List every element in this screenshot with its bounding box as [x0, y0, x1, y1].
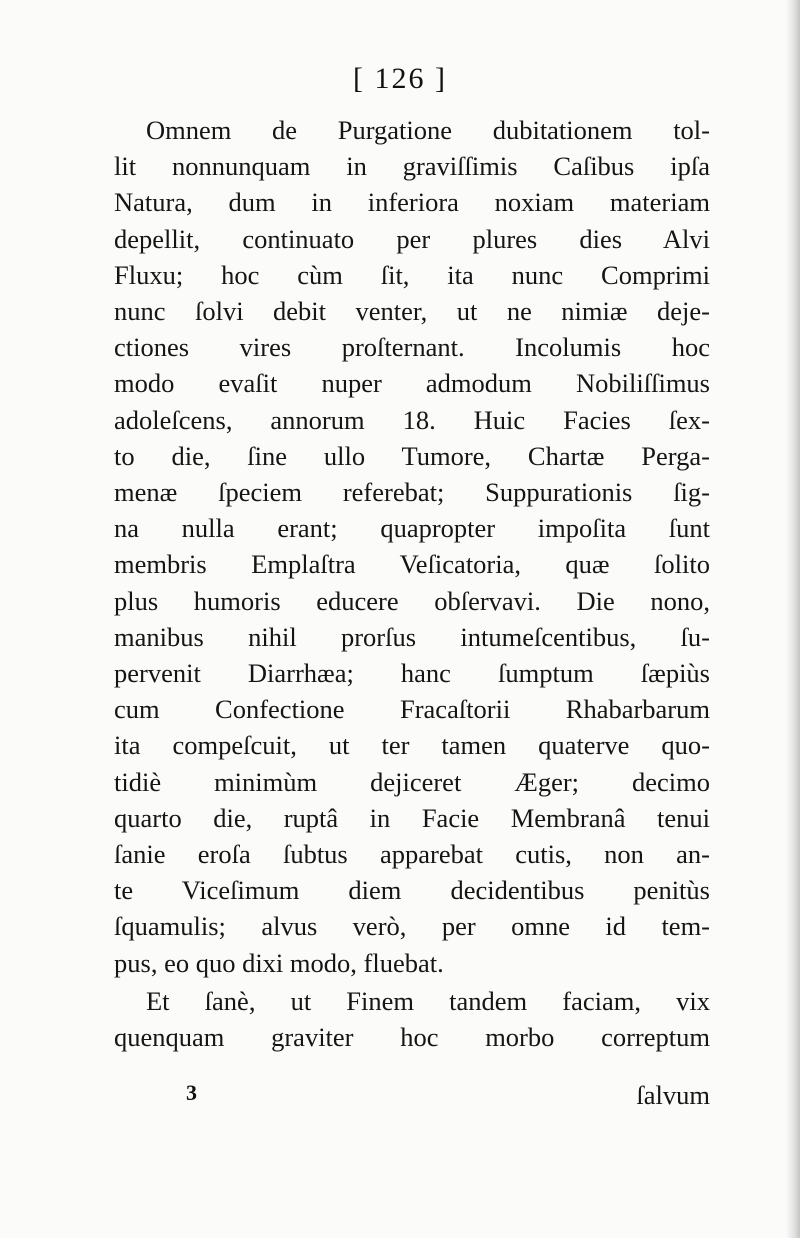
- paragraph: [114, 112, 710, 981]
- text-line: ſquamulis; alvus verò, per omne id tem-: [114, 911, 710, 942]
- text-line: ita compeſcuit, ut ter tamen quaterve quo-: [114, 730, 710, 761]
- text-line: pervenit Diarrhæa; hanc ſumptum ſæpiùs: [114, 658, 710, 689]
- text-line: Fluxu; hoc cùm ſit, ita nunc Comprimi: [114, 259, 710, 290]
- text-line: menæ ſpeciem referebat; Suppurationis ſig-: [114, 477, 710, 508]
- text-line: to die, ſine ullo Tumore, Chartæ Perga-: [114, 440, 710, 471]
- text-line: te Viceſimum diem decidentibus penitùs: [114, 875, 710, 906]
- text-line: depellit, continuato per plures dies Alvi: [114, 223, 710, 254]
- text-line: quarto die, ruptâ in Facie Membranâ tenui: [114, 802, 710, 833]
- text-line: tidiè minimùm dejiceret Æger; decimo: [114, 766, 710, 797]
- text-line: membris Emplaſtra Veſicatoria, quæ ſolito: [114, 549, 710, 580]
- text-line: na nulla erant; quapropter impoſita ſunt: [114, 513, 710, 544]
- catchword: ſalvum: [636, 1080, 710, 1110]
- text-line: modo evaſit nuper admodum Nobiliſſimus: [114, 368, 710, 399]
- text-line: nunc ſolvi debit venter, ut ne nimiæ deje-: [114, 296, 710, 327]
- page-edge-shadow: [786, 0, 800, 1238]
- text-line: manibus nihil prorſus intumeſcentibus, ſu-: [114, 621, 710, 652]
- text-line: Natura, dum in inferiora noxiam materiam: [114, 187, 710, 218]
- page-footer: [114, 1080, 710, 1120]
- text-line: quenquam graviter hoc morbo correptum: [114, 1022, 710, 1053]
- page-number: [ 126 ]: [353, 62, 447, 95]
- text-line: lit nonnunquam in graviſſimis Caſibus ipſa: [114, 151, 710, 182]
- text-line: pus, eo quo dixi modo, fluebat.: [114, 947, 444, 978]
- text-line: Omnem de Purgatione dubitationem tol-: [146, 115, 710, 145]
- text-line: Et ſanè, ut Finem tandem faciam, vix: [146, 985, 710, 1016]
- text-line: adoleſcens, annorum 18. Huic Facies ſex-: [114, 404, 710, 435]
- body-text: [114, 112, 710, 1055]
- text-line: cum Confectione Fracaſtorii Rhabarbarum: [114, 694, 710, 725]
- text-line: ctiones vires proſternant. Incolumis hoc: [114, 332, 710, 363]
- signature-mark: 3: [186, 1080, 197, 1105]
- text-line: plus humoris educere obſervavi. Die nono,: [114, 585, 710, 616]
- text-line: ſanie eroſa ſubtus apparebat cutis, non an-: [114, 839, 710, 870]
- paragraph: [114, 983, 710, 1055]
